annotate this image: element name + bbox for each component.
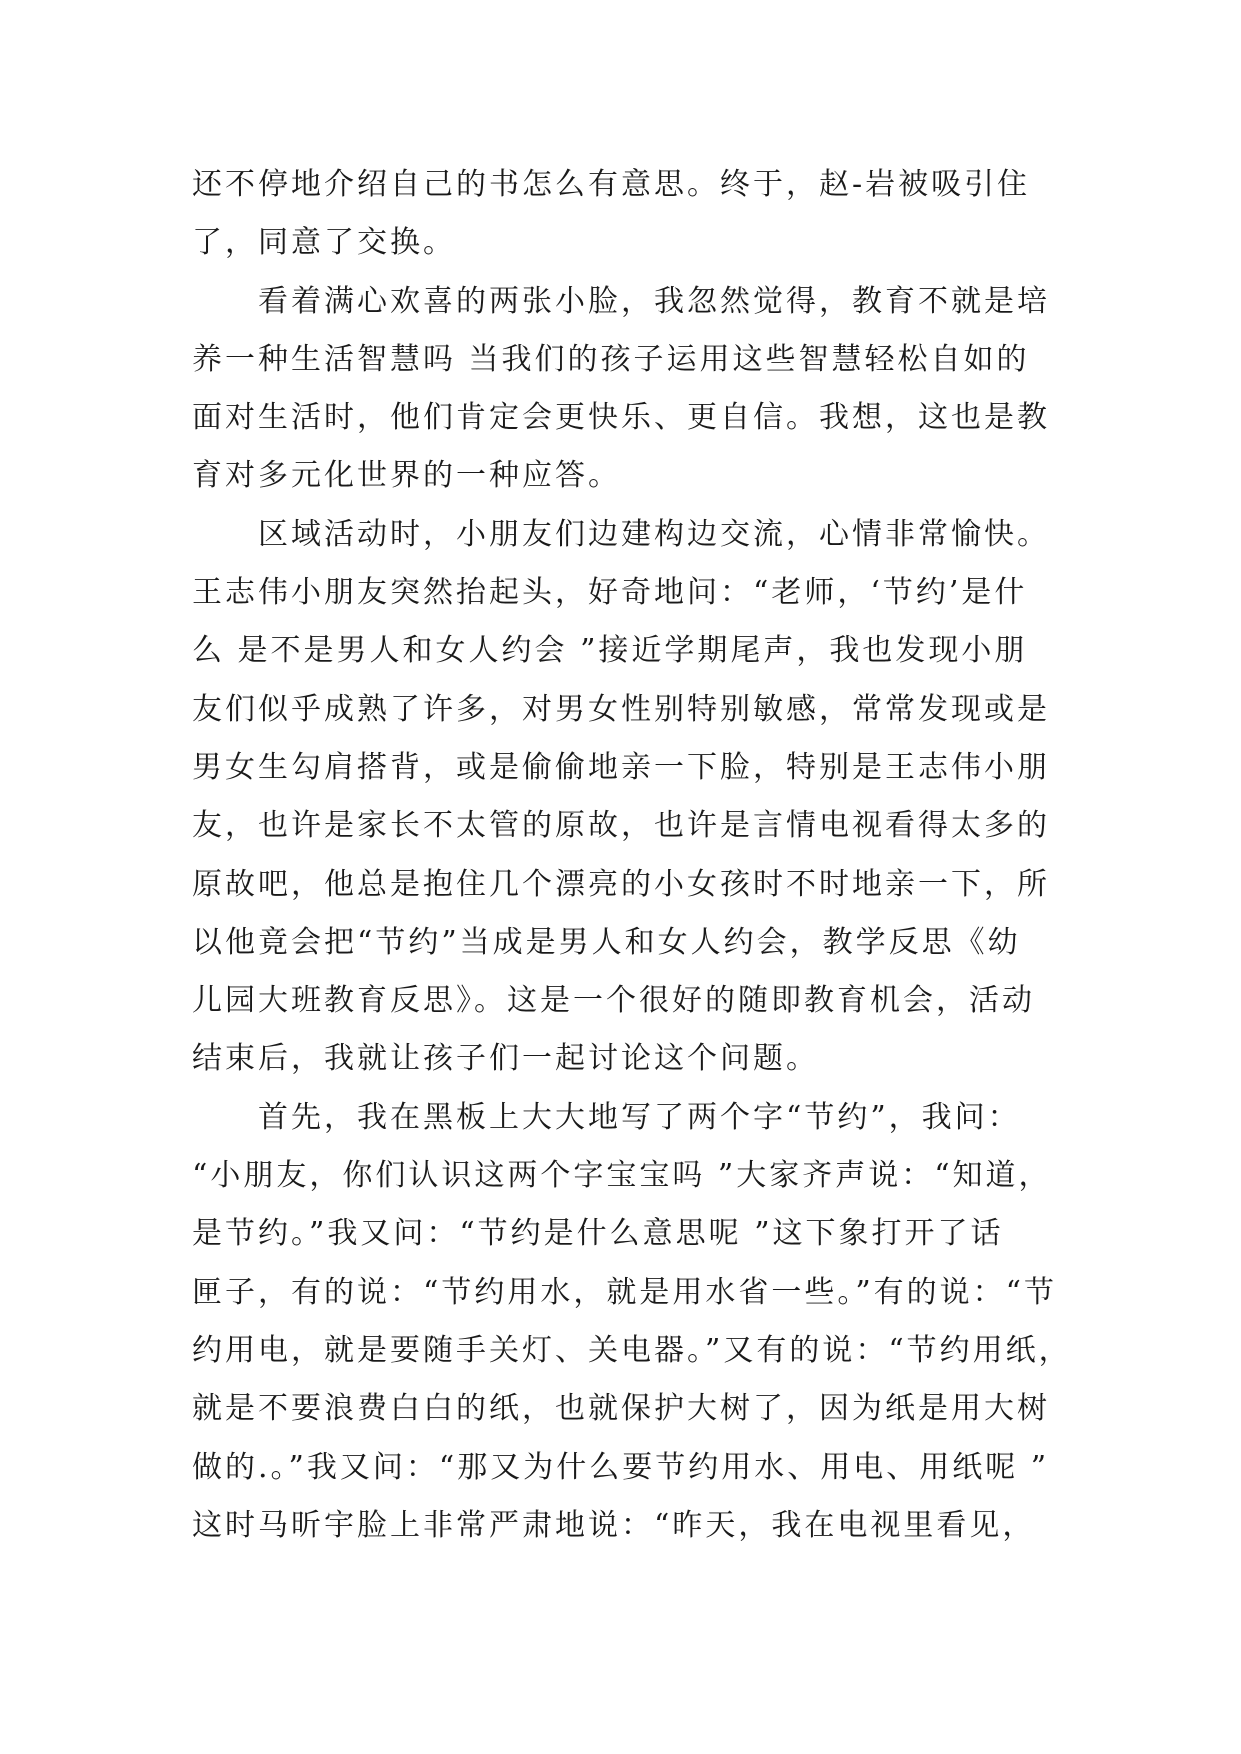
document-body [192, 156, 1072, 1555]
paragraph-start-line: 看着满心欢喜的两张小脸，我忽然觉得，教育不就是培 [258, 283, 1050, 319]
text-line: 了，同意了交换。 [192, 225, 456, 261]
text-line: 结束后，我就让孩子们一起讨论这个问题。 [192, 1041, 819, 1077]
text-line: 就是不要浪费白白的纸，也就保护大树了，因为纸是用大树 [192, 1391, 1050, 1427]
text-line: 友们似乎成熟了许多，对男女性别特别敏感，常常发现或是 [192, 691, 1050, 727]
text-line: “小朋友，你们认识这两个字宝宝吗 ”大家齐声说：“知道， [192, 1158, 1052, 1194]
text-line: 以他竟会把“节约”当成是男人和女人约会，教学反思《幼 [192, 924, 1021, 960]
text-line: 男女生勾肩搭背，或是偷偷地亲一下脸，特别是王志伟小朋 [192, 749, 1050, 785]
text-line: 这时马昕宇脸上非常严肃地说：“昨天，我在电视里看见， [192, 1507, 1036, 1543]
text-line: 是节约。”我又问：“节约是什么意思呢 ”这下象打开了话 [192, 1216, 1004, 1252]
text-line: 原故吧，他总是抱住几个漂亮的小女孩时不时地亲一下，所 [192, 866, 1050, 902]
text-line: 养一种生活智慧吗 当我们的孩子运用这些智慧轻松自如的 [192, 341, 1030, 377]
text-line: 约用电，就是要随手关灯、关电器。”又有的说：“节约用纸， [192, 1332, 1072, 1368]
text-line: 儿园大班教育反思》。这是一个很好的随即教育机会，活动 [192, 983, 1035, 1019]
paragraph-start-line: 区域活动时，小朋友们边建构边交流，心情非常愉快。 [258, 516, 1050, 552]
text-line: 友，也许是家长不太管的原故，也许是言情电视看得太多的 [192, 808, 1050, 844]
paragraph-start-line: 首先，我在黑板上大大地写了两个字“节约”，我问： [258, 1099, 1021, 1135]
text-line: 做的.。”我又问：“那又为什么要节约用水、用电、用纸呢 ” [192, 1449, 1050, 1485]
text-line: 面对生活时，他们肯定会更快乐、更自信。我想，这也是教 [192, 400, 1050, 436]
text-line: 育对多元化世界的一种应答。 [192, 458, 621, 494]
text-line: 么 是不是男人和女人约会 ”接近学期尾声，我也发现小朋 [192, 633, 1028, 669]
text-line: 匣子，有的说：“节约用水，就是用水省一些。”有的说：“节 [192, 1274, 1058, 1310]
text-line: 王志伟小朋友突然抬起头，好奇地问：“老师，‘节约’是什 [192, 575, 1028, 611]
text-line: 还不停地介绍自己的书怎么有意思。终于，赵-岩被吸引住 [192, 167, 1031, 202]
